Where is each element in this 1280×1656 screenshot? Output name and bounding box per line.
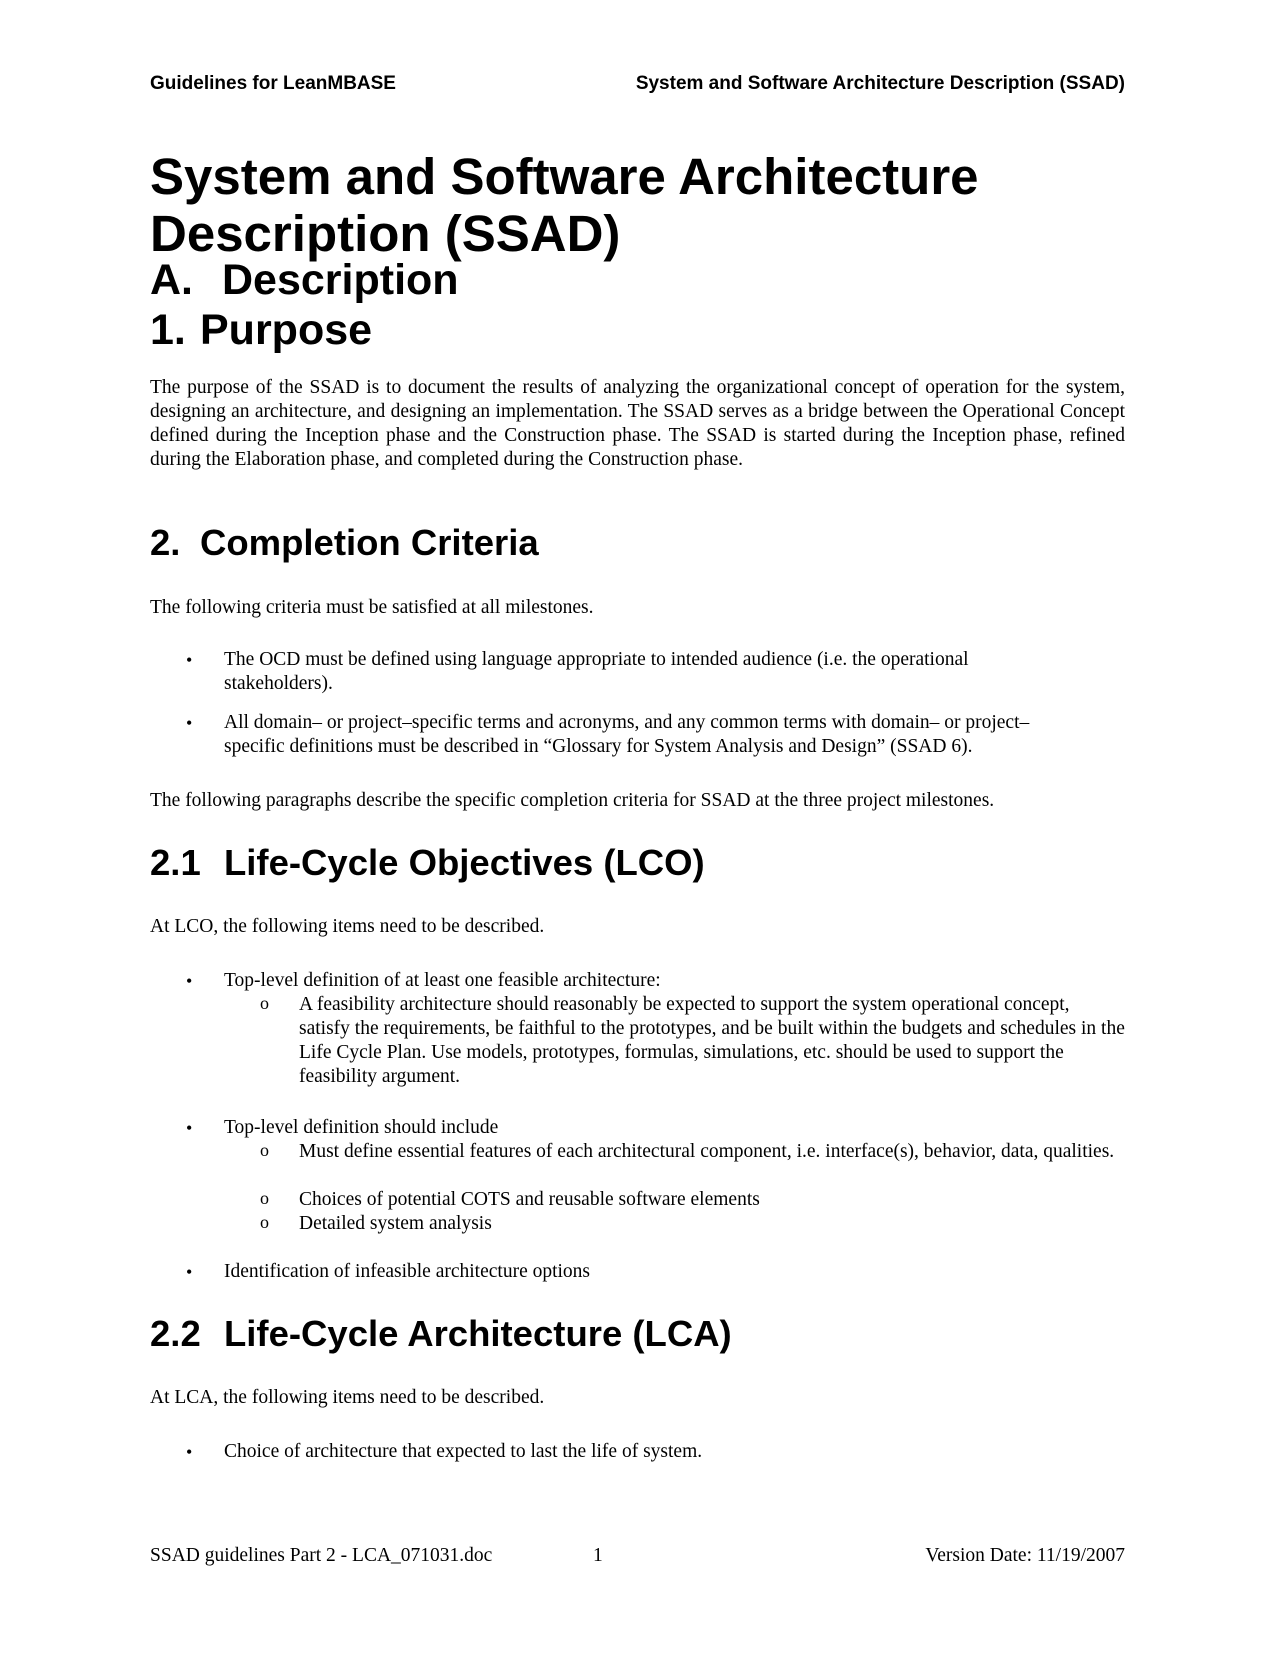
completion-bullet-2: All domain– or project–specific terms and acronyms, and any common terms with domain– or project–specific definitions must be described in “Glossary for System Analysis and Design” (SSAD 6). [224, 712, 1030, 757]
lco-bullet-2-sub-1: Must define essential features of each architectural component, i.e. interface(s), behavior, data, qualities. [299, 1141, 1115, 1162]
purpose-paragraph: The purpose of the SSAD is to document the results of analyzing the organizational concept of operation for the system, designing an architecture, and designing an implementation. The SSAD serves as a bridge between the Operational Concept defined during the Inception phase and the Construction phase. The SSAD is started during the Inception phase, refined during the Elaboration phase, and completed during the Construction phase. [150, 377, 1125, 470]
document-page [150, 0, 1125, 1656]
heading-lco [150, 842, 705, 884]
bullet-glyph: • [186, 1442, 193, 1462]
heading-purpose [150, 306, 372, 354]
section-2-number: 2. [150, 522, 181, 563]
document-title [150, 148, 1125, 262]
title-line-1: System and Software Architecture [150, 148, 979, 205]
section-2-title: Completion Criteria [200, 522, 539, 563]
sub-bullet-glyph: o [260, 1188, 269, 1208]
bullet-glyph: • [186, 971, 193, 991]
header-left: Guidelines for LeanMBASE [150, 73, 396, 94]
sub-bullet-glyph: o [260, 1140, 269, 1160]
lco-bullet-1-sub: A feasibility architecture should reasonably be expected to support the system operational concept, satisfy the requirements, be faithful to the prototypes, and be built within the budgets and schedules in the Life Cycle Plan. Use models, prototypes, formulas, simulations, etc. should be used to support the feasibility argument. [299, 994, 1125, 1087]
bullet-glyph: • [186, 650, 193, 670]
bullet-glyph: • [186, 1118, 193, 1138]
header-right: System and Software Architecture Description (SSAD) [635, 73, 1125, 94]
heading-completion-criteria [150, 522, 539, 564]
bullet-glyph: • [186, 1262, 193, 1282]
lco-bullet-3: Identification of infeasible architecture options [224, 1261, 591, 1282]
lco-bullet-2-sub-3: Detailed system analysis [299, 1213, 492, 1234]
section-1-title: Purpose [200, 306, 373, 354]
lca-bullet-1: Choice of architecture that expected to last the life of system. [224, 1441, 703, 1462]
footer-page-number: 1 [593, 1545, 603, 1566]
section-2-2-number: 2.2 [150, 1313, 201, 1354]
section-2-1-number: 2.1 [150, 842, 201, 883]
lco-bullet-2-sub-2: Choices of potential COTS and reusable software elements [299, 1189, 760, 1210]
sub-bullet-glyph: o [260, 993, 269, 1013]
completion-bullet-1: The OCD must be defined using language appropriate to intended audience (i.e. the operational stakeholders). [224, 649, 969, 694]
lco-intro: At LCO, the following items need to be described. [150, 916, 545, 937]
section-a-title: Description [222, 256, 459, 304]
heading-section-a [150, 256, 459, 304]
bullet-glyph: • [186, 713, 193, 733]
heading-lca [150, 1313, 732, 1355]
lco-bullet-1: Top-level definition of at least one feasible architecture: [224, 970, 661, 991]
section-1-number: 1. [150, 306, 186, 354]
footer-version-date: Version Date: 11/19/2007 [925, 1545, 1125, 1566]
completion-intro: The following criteria must be satisfied at all milestones. [150, 597, 594, 618]
sub-bullet-glyph: o [260, 1212, 269, 1232]
lca-intro: At LCA, the following items need to be described. [150, 1387, 545, 1408]
lco-bullet-2: Top-level definition should include [224, 1117, 499, 1138]
completion-outro: The following paragraphs describe the specific completion criteria for SSAD at the three project milestones. [150, 790, 995, 811]
footer-filename: SSAD guidelines Part 2 - LCA_071031.doc [150, 1545, 493, 1566]
section-2-1-title: Life-Cycle Objectives (LCO) [224, 842, 705, 883]
title-line-2: Description (SSAD) [150, 205, 621, 262]
section-a-number: A. [150, 256, 193, 304]
section-2-2-title: Life-Cycle Architecture (LCA) [224, 1313, 732, 1354]
